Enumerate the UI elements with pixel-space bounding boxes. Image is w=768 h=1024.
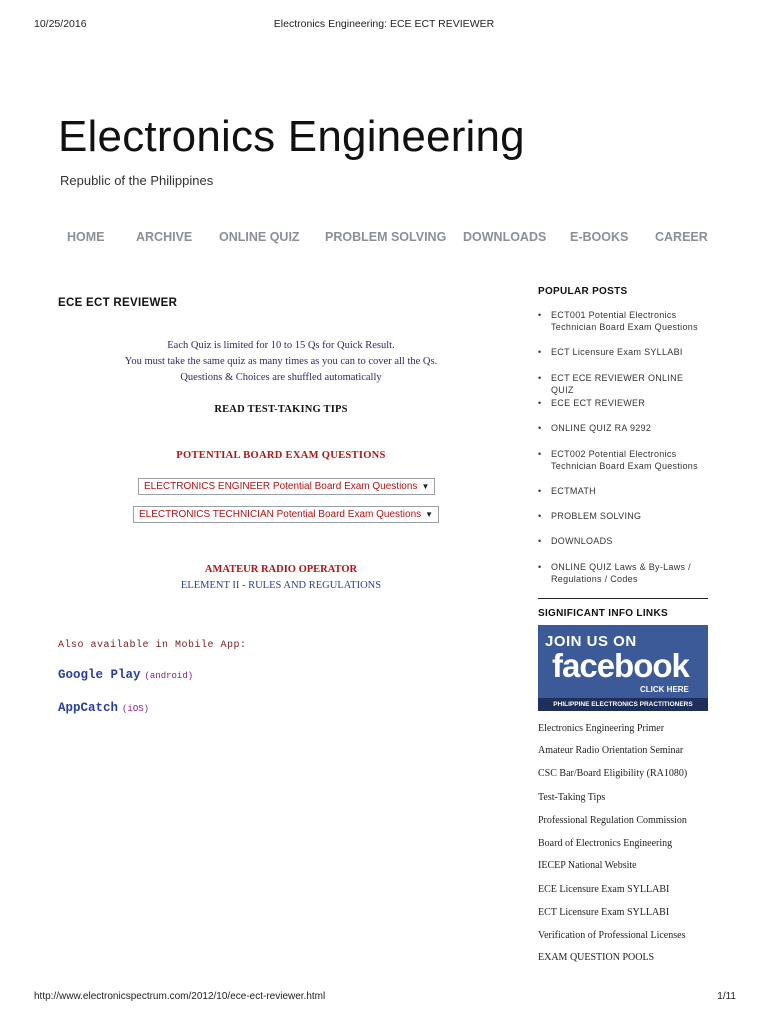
google-play-link[interactable] — [58, 668, 193, 682]
bullet-icon: • — [538, 486, 542, 496]
site-title[interactable]: Electronics Engineering — [58, 112, 525, 161]
nav-problem-solving[interactable]: PROBLEM SOLVING — [325, 230, 447, 244]
info-link[interactable]: IECEP National Website — [538, 860, 637, 871]
info-link[interactable]: EXAM QUESTION POOLS — [538, 952, 655, 963]
info-link[interactable]: ECE Licensure Exam SYLLABI — [538, 884, 670, 895]
info-link[interactable]: ECT Licensure Exam SYLLABI — [538, 907, 670, 918]
bullet-icon: • — [538, 562, 542, 572]
store-name: AppCatch — [58, 701, 119, 715]
popular-post-item[interactable]: • ONLINE QUIZ RA 9292 — [538, 423, 652, 433]
info-link[interactable]: Electronics Engineering Primer — [538, 723, 665, 734]
mobile-app-label: Also available in Mobile App: — [58, 640, 247, 651]
info-links-heading: SIGNIFICANT INFO LINKS — [538, 608, 668, 619]
nav-e-books[interactable]: E-BOOKS — [570, 230, 629, 244]
ect-questions-select[interactable] — [133, 506, 439, 523]
bullet-icon: • — [538, 511, 542, 521]
bullet-icon: • — [538, 398, 542, 408]
page-url: http://www.electronicspectrum.com/2012/10/ece-ect-reviewer.html — [34, 991, 326, 1002]
facebook-logo: facebook — [552, 647, 689, 684]
facebook-banner[interactable] — [538, 625, 708, 711]
element-ii-link[interactable]: ELEMENT II - RULES AND REGULATIONS — [180, 580, 382, 591]
intro-line: Questions & Choices are shuffled automatically — [180, 372, 382, 383]
popular-post-item[interactable]: • ECT Licensure Exam SYLLABI — [538, 347, 683, 357]
popular-post-item[interactable]: • ECTMATH — [538, 486, 596, 496]
info-link[interactable]: Verification of Professional Licenses — [538, 930, 686, 941]
nav-online-quiz[interactable]: ONLINE QUIZ — [219, 230, 300, 244]
board-exam-heading: POTENTIAL BOARD EXAM QUESTIONS — [176, 450, 386, 461]
print-date: 10/25/2016 — [34, 18, 87, 30]
banner-strip: PHILIPPINE ELECTRONICS PRACTITIONERS — [538, 698, 708, 711]
bullet-icon: • — [538, 423, 542, 433]
info-link[interactable]: Test-Taking Tips — [538, 792, 606, 803]
popular-post-item[interactable]: • PROBLEM SOLVING — [538, 511, 642, 521]
bullet-icon: • — [538, 310, 542, 320]
appcatch-link[interactable] — [58, 701, 149, 715]
store-os: (android) — [144, 671, 194, 681]
nav-career[interactable]: CAREER — [655, 230, 708, 244]
popular-post-item[interactable]: • ECT001 Potential Electronics Technician Board Exam Questions — [538, 310, 698, 332]
banner-click-text: CLICK HERE — [640, 685, 689, 694]
dropdown-caret-icon: ▼ — [421, 482, 430, 491]
sidebar-divider — [538, 598, 708, 599]
ece-questions-select[interactable] — [138, 478, 435, 495]
popular-post-item[interactable]: • ECT ECE REVIEWER ONLINE QUIZ — [538, 373, 684, 395]
intro-line: You must take the same quiz as many times as you can to cover all the Qs. — [124, 356, 438, 367]
popular-post-item[interactable]: • DOWNLOADS — [538, 536, 613, 546]
info-link[interactable]: CSC Bar/Board Eligibility (RA1080) — [538, 768, 688, 779]
nav-archive[interactable]: ARCHIVE — [136, 230, 193, 244]
info-link[interactable]: Amateur Radio Orientation Seminar — [538, 745, 684, 756]
nav-home[interactable]: HOME — [67, 230, 105, 244]
post-intro — [58, 338, 504, 386]
intro-line: Each Quiz is limited for 10 to 15 Qs for Quick Result. — [167, 340, 395, 351]
bullet-icon: • — [538, 536, 542, 546]
bullet-icon: • — [538, 449, 542, 459]
ece-select-value: ELECTRONICS ENGINEER Potential Board Exam Questions — [144, 481, 418, 492]
popular-post-item[interactable]: • ONLINE QUIZ Laws & By-Laws / Regulations / Codes — [538, 562, 691, 584]
amateur-radio-heading: AMATEUR RADIO OPERATOR — [204, 564, 358, 575]
print-title: Electronics Engineering: ECE ECT REVIEWER — [273, 18, 495, 30]
info-link[interactable]: Professional Regulation Commission — [538, 815, 687, 826]
post-title: ECE ECT REVIEWER — [58, 297, 178, 309]
store-name: Google Play — [58, 668, 141, 682]
popular-post-item[interactable]: • ECE ECT REVIEWER — [538, 398, 646, 408]
dropdown-caret-icon: ▼ — [425, 510, 434, 519]
banner-join-text: JOIN US ON — [545, 633, 637, 650]
store-os: (iOS) — [122, 704, 150, 714]
site-subtitle: Republic of the Philippines — [60, 173, 214, 188]
popular-posts-heading: POPULAR POSTS — [538, 286, 628, 297]
bullet-icon: • — [538, 373, 542, 383]
bullet-icon: • — [538, 347, 542, 357]
page-number: 1/11 — [717, 991, 736, 1002]
ect-select-value: ELECTRONICS TECHNICIAN Potential Board Exam Questions — [139, 509, 422, 520]
nav-downloads[interactable]: DOWNLOADS — [463, 230, 547, 244]
popular-post-item[interactable]: • ECT002 Potential Electronics Technician Board Exam Questions — [538, 449, 698, 471]
test-taking-tips-link[interactable]: READ TEST-TAKING TIPS — [214, 404, 348, 415]
info-link[interactable]: Board of Electronics Engineering — [538, 838, 673, 849]
